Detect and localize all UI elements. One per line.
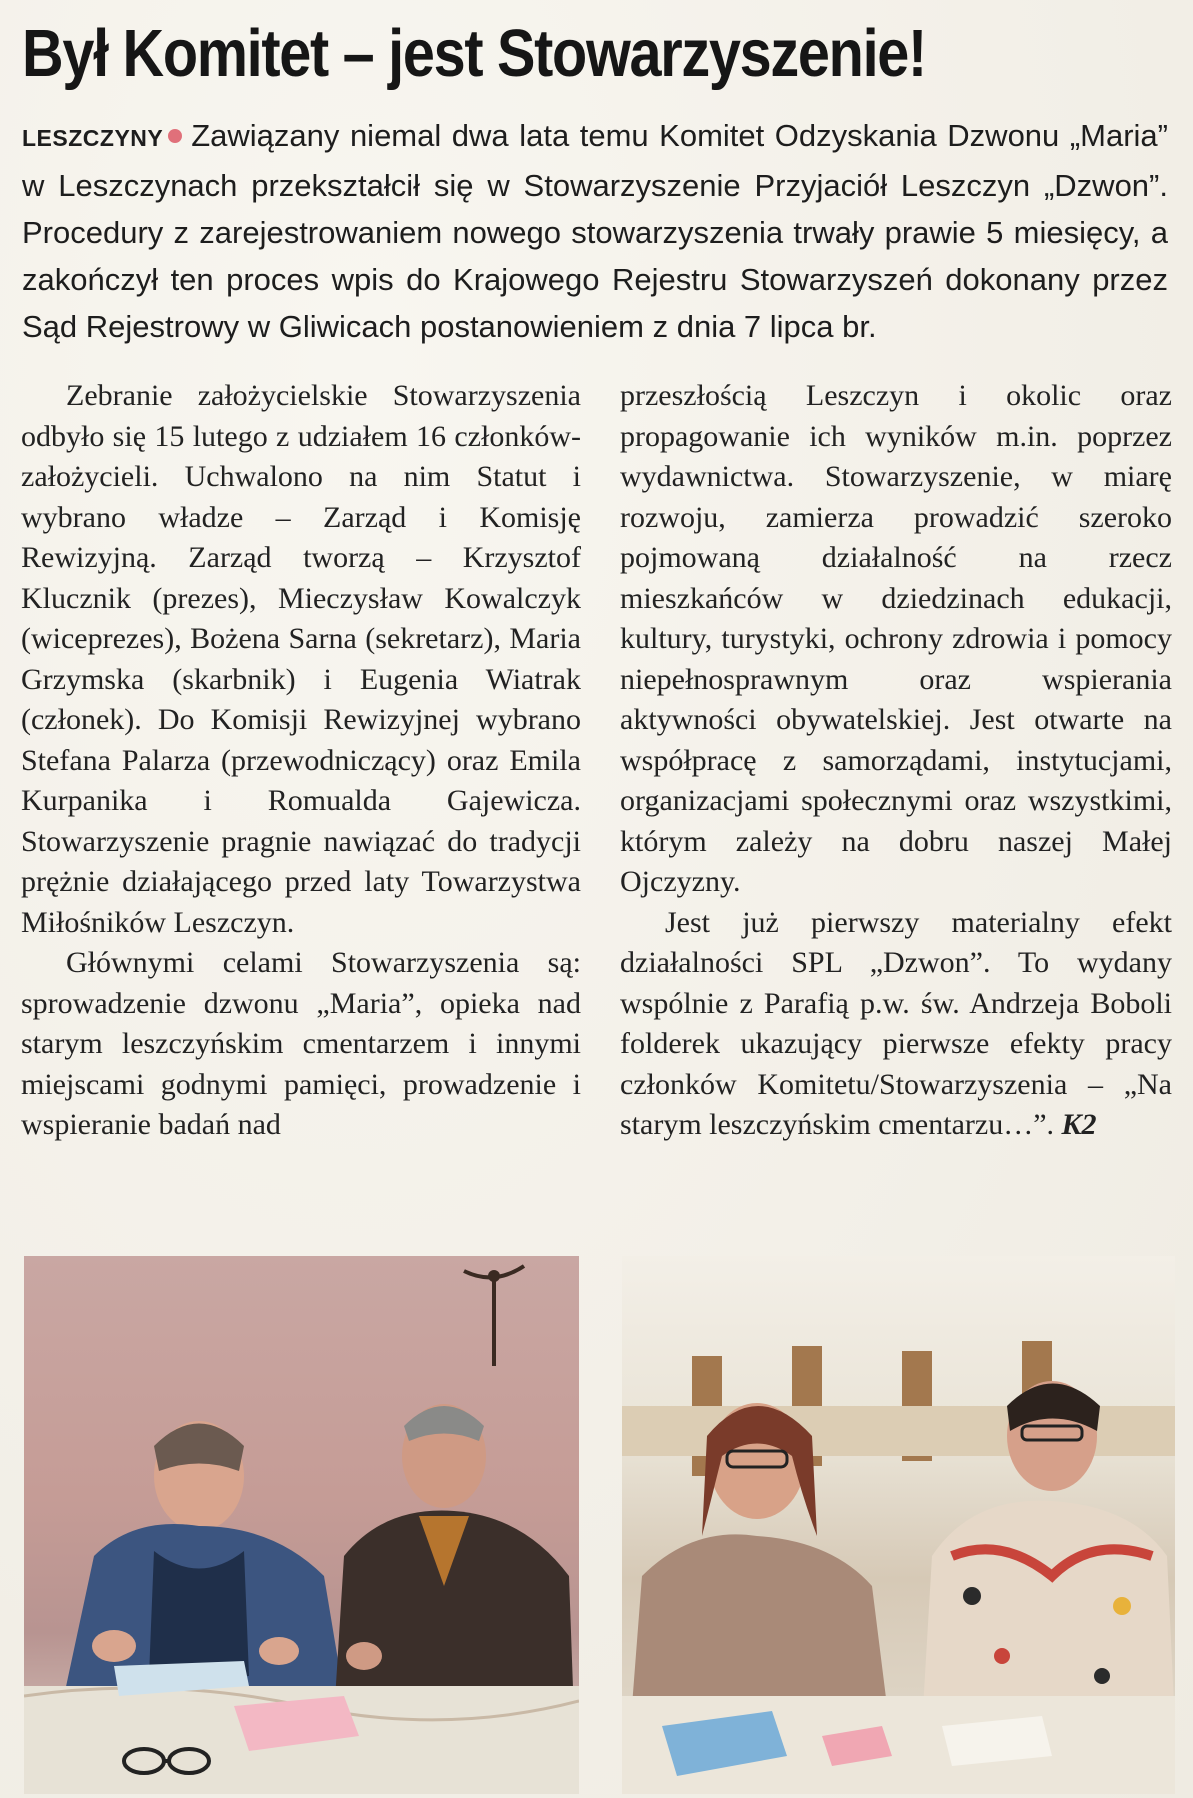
article-column-left: [21, 376, 581, 1146]
photo-two-women-at-table: [622, 1256, 1175, 1794]
bullet-dot-icon: [168, 129, 182, 143]
body-paragraph-2-continued: przeszłością Leszczyn i okolic oraz propagowanie ich wyników m.in. poprzez wydawnictwa. Stowarzyszenie, w miarę rozwoju, zamierza prowadzić szeroko pojmowaną działalność na rzecz mieszkańców w dziedzinach edukacji, kultury, turystyki, ochrony zdrowia i pomocy niepełnosprawnym oraz wspierania aktywności obywatelskiej. Jest otwarte na współpracę z samorządami, instytucjami, organizacjami społecznymi oraz wszystkimi, którym zależy na dobru naszej Małej Ojczyzny.: [620, 379, 1172, 898]
body-paragraph-3: [620, 903, 1172, 1146]
lead-text: Zawiązany niemal dwa lata temu Komitet Odzyskania Dzwonu „Maria” w Leszczynach przekształcił się w Stowarzyszenie Przyjaciół Leszczyn „Dzwon”. Procedury z zarejestrowaniem nowego stowarzyszenia trwały prawie 5 miesięcy, a zakończył ten proces wpis do Krajowego Rejestru Stowarzyszeń dokonany przez Sąd Rejestrowy w Gliwicach postanowieniem z dnia 7 lipca br.: [22, 118, 1168, 344]
body-paragraph-1: Zebranie założycielskie Stowarzyszenia odbyło się 15 lutego z udziałem 16 członków-założycieli. Uchwalono na nim Statut i wybrano władze – Zarząd i Komisję Rewizyjną. Zarząd tworzą – Krzysztof Klucznik (prezes), Mieczysław Kowalczyk (wiceprezes), Bożena Sarna (sekretarz), Maria Grzymska (skarbnik) i Eugenia Wiatrak (członek). Do Komisji Rewizyjnej wybrano Stefana Palarza (przewodniczący) oraz Emila Kurpanika i Romualda Gajewicza. Stowarzyszenie pragnie nawiązać do tradycji prężnie działającego przed laty Towarzystwa Miłośników Leszczyn.: [21, 379, 581, 939]
article-column-right: [620, 376, 1172, 1146]
body-paragraph-2: Głównymi celami Stowarzyszenia są: sprowadzenie dzwonu „Maria”, opieka nad starym leszczyńskim cmentarzem i innymi miejscami godnymi pamięci, prowadzenie i wspieranie badań nad: [21, 946, 581, 1141]
body-paragraph-3-text: Jest już pierwszy materialny efekt działalności SPL „Dzwon”. To wydany wspólnie z Parafią p.w. św. Andrzeja Boboli folderek ukazujący pierwsze efekty pracy członków Komitetu/Stowarzyszenia – „Na starym leszczyńskim cmentarzu…”.: [620, 905, 1172, 1141]
article-headline: Był Komitet – jest Stowarzyszenie!: [22, 16, 926, 91]
author-signature: K2: [1061, 1108, 1097, 1141]
dateline-place: LESZCZYNY: [22, 125, 164, 151]
article-lead: [22, 112, 1168, 350]
photo-two-men-at-table: [24, 1256, 579, 1794]
